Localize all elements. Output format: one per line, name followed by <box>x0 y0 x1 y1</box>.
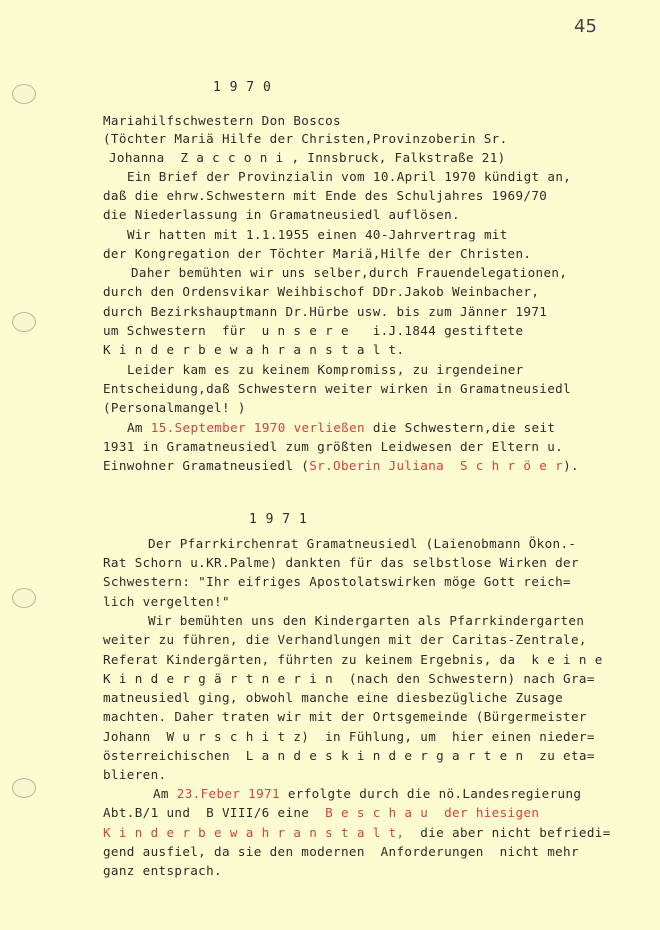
text-line <box>103 863 222 879</box>
text-segment: ganz entsprach. <box>103 863 222 878</box>
text-segment: durch den Ordensvikar Weihbischof DDr.Jakob Weinbacher, <box>103 284 540 299</box>
text-segment: Wir bemühten uns den Kindergarten als Pfarrkindergarten <box>148 613 585 628</box>
text-line <box>127 227 508 243</box>
text-line <box>103 729 595 745</box>
text-line <box>103 844 579 860</box>
text-line <box>103 825 611 841</box>
text-segment: machten. Daher traten wir mit der Ortsgemeinde (Bürgermeister <box>103 709 587 724</box>
punch-hole <box>12 778 36 798</box>
text-line <box>103 458 579 474</box>
punch-hole <box>12 588 36 608</box>
text-segment: Entscheidung,daß Schwestern weiter wirken in Gramatneusiedl <box>103 381 571 396</box>
text-segment: lich vergelten!" <box>103 594 230 609</box>
text-segment: um Schwestern für u n s e r e i.J.1844 gestiftete <box>103 323 524 338</box>
text-line <box>148 536 576 552</box>
punch-hole <box>12 84 36 104</box>
text-line <box>103 246 531 262</box>
text-line <box>103 188 547 204</box>
text-segment: gend ausfiel, da sie den modernen Anforderungen nicht mehr <box>103 844 579 859</box>
text-segment: (Personalmangel! ) <box>103 400 246 415</box>
page-number: 45 <box>574 16 597 37</box>
text-segment: K i n d e r b e w a h r a n s t a l t. <box>103 342 405 357</box>
text-segment: Wir hatten mit 1.1.1955 einen 40-Jahrvertrag mit <box>127 227 508 242</box>
text-segment: ). <box>563 458 579 473</box>
text-segment: der Kongregation der Töchter Mariä,Hilfe der Christen. <box>103 246 532 261</box>
text-segment: weiter zu führen, die Verhandlungen mit der Caritas-Zentrale, <box>103 632 587 647</box>
text-line <box>103 652 603 668</box>
text-segment: Leider kam es zu keinem Kompromiss, zu irgendeiner <box>127 362 524 377</box>
text-line <box>103 767 166 783</box>
text-line <box>103 381 571 397</box>
text-segment: Schwestern: "Ihr eifriges Apostolatswirken möge Gott reich= <box>103 574 571 589</box>
text-line <box>103 555 579 571</box>
text-segment: Ein Brief der Provinzialin vom 10.April 1970 kündigt an, <box>127 169 572 184</box>
text-segment: daß die ehrw.Schwestern mit Ende des Schuljahres 1969/70 <box>103 188 548 203</box>
text-line <box>103 748 595 764</box>
text-line <box>103 304 547 320</box>
text-segment: Mariahilfschwestern Don Boscos <box>103 113 341 128</box>
text-line <box>109 150 506 166</box>
text-segment: Einwohner Gramatneusiedl ( <box>103 458 310 473</box>
section-year-1971: 1 9 7 1 <box>249 512 308 527</box>
text-line <box>103 709 587 725</box>
red-underlined-text: verließen <box>293 420 365 435</box>
red-underlined-text: 23.Feber 1971 <box>176 786 280 801</box>
text-line <box>148 613 584 629</box>
text-segment: Referat Kindergärten, führten zu keinem Ergebnis, da k e i n e <box>103 652 603 667</box>
text-segment: die aber nicht befriedi= <box>404 825 611 840</box>
section-year-1970: 1 9 7 0 <box>213 80 272 95</box>
text-line <box>103 113 341 129</box>
text-segment: Am <box>153 786 177 801</box>
text-line <box>103 284 539 300</box>
text-segment: österreichischen L a n d e s k i n d e r g a r t e n zu eta= <box>103 748 595 763</box>
text-segment: Der Pfarrkirchenrat Gramatneusiedl (Laienobmann Ökon.- <box>148 536 577 551</box>
text-line <box>103 342 404 358</box>
text-line <box>153 786 581 802</box>
text-line <box>131 265 567 281</box>
text-line <box>103 690 563 706</box>
text-line <box>127 420 555 436</box>
text-segment: (Töchter Mariä Hilfe der Christen,Provinzoberin Sr. <box>103 131 508 146</box>
text-segment: Rat Schorn u.KR.Palme) dankten für das selbstlose Wirken der <box>103 555 579 570</box>
red-underlined-text: K i n d e r b e w a h r a n s t a l t, <box>103 825 405 840</box>
text-segment: Daher bemühten wir uns selber,durch Frauendelegationen, <box>131 265 568 280</box>
text-segment: 1931 in Gramatneusiedl zum größten Leidwesen der Eltern u. <box>103 439 564 454</box>
red-underlined-text: Sr.Oberin Juliana S c h r ö e r <box>309 458 564 473</box>
text-line <box>103 671 595 687</box>
text-segment: die Schwestern,die seit <box>364 420 556 435</box>
text-line <box>103 439 563 455</box>
text-line <box>103 594 230 610</box>
text-segment: Johanna Z a c c o n i , Innsbruck, Falkstraße 21) <box>109 150 506 165</box>
text-line <box>103 323 523 339</box>
text-line <box>103 400 246 416</box>
red-underlined-text: B e s c h a u der hiesigen <box>325 805 540 820</box>
text-segment: die Niederlassung in Gramatneusiedl auflösen. <box>103 207 460 222</box>
text-segment: erfolgte durch die nö.Landesregierung <box>279 786 582 801</box>
text-segment: K i n d e r g ä r t n e r i n (nach den Schwestern) nach Gra= <box>103 671 595 686</box>
text-segment: Am <box>127 420 151 435</box>
text-line <box>103 207 460 223</box>
text-segment <box>286 420 294 435</box>
text-line <box>103 131 508 147</box>
text-line <box>103 632 587 648</box>
text-line <box>127 362 524 378</box>
red-underlined-text: 15.September 1970 <box>150 420 286 435</box>
text-segment: durch Bezirkshauptmann Dr.Hürbe usw. bis zum Jänner 1971 <box>103 304 548 319</box>
text-line <box>103 574 571 590</box>
text-line <box>127 169 571 185</box>
punch-hole <box>12 312 36 332</box>
text-segment: Johann W u r s c h i t z) in Fühlung, um hier einen nieder= <box>103 729 595 744</box>
text-line <box>103 805 539 821</box>
text-segment: Abt.B/1 und B VIII/6 eine <box>103 805 326 820</box>
text-segment: blieren. <box>103 767 167 782</box>
text-segment: matneusiedl ging, obwohl manche eine diesbezügliche Zusage <box>103 690 564 705</box>
